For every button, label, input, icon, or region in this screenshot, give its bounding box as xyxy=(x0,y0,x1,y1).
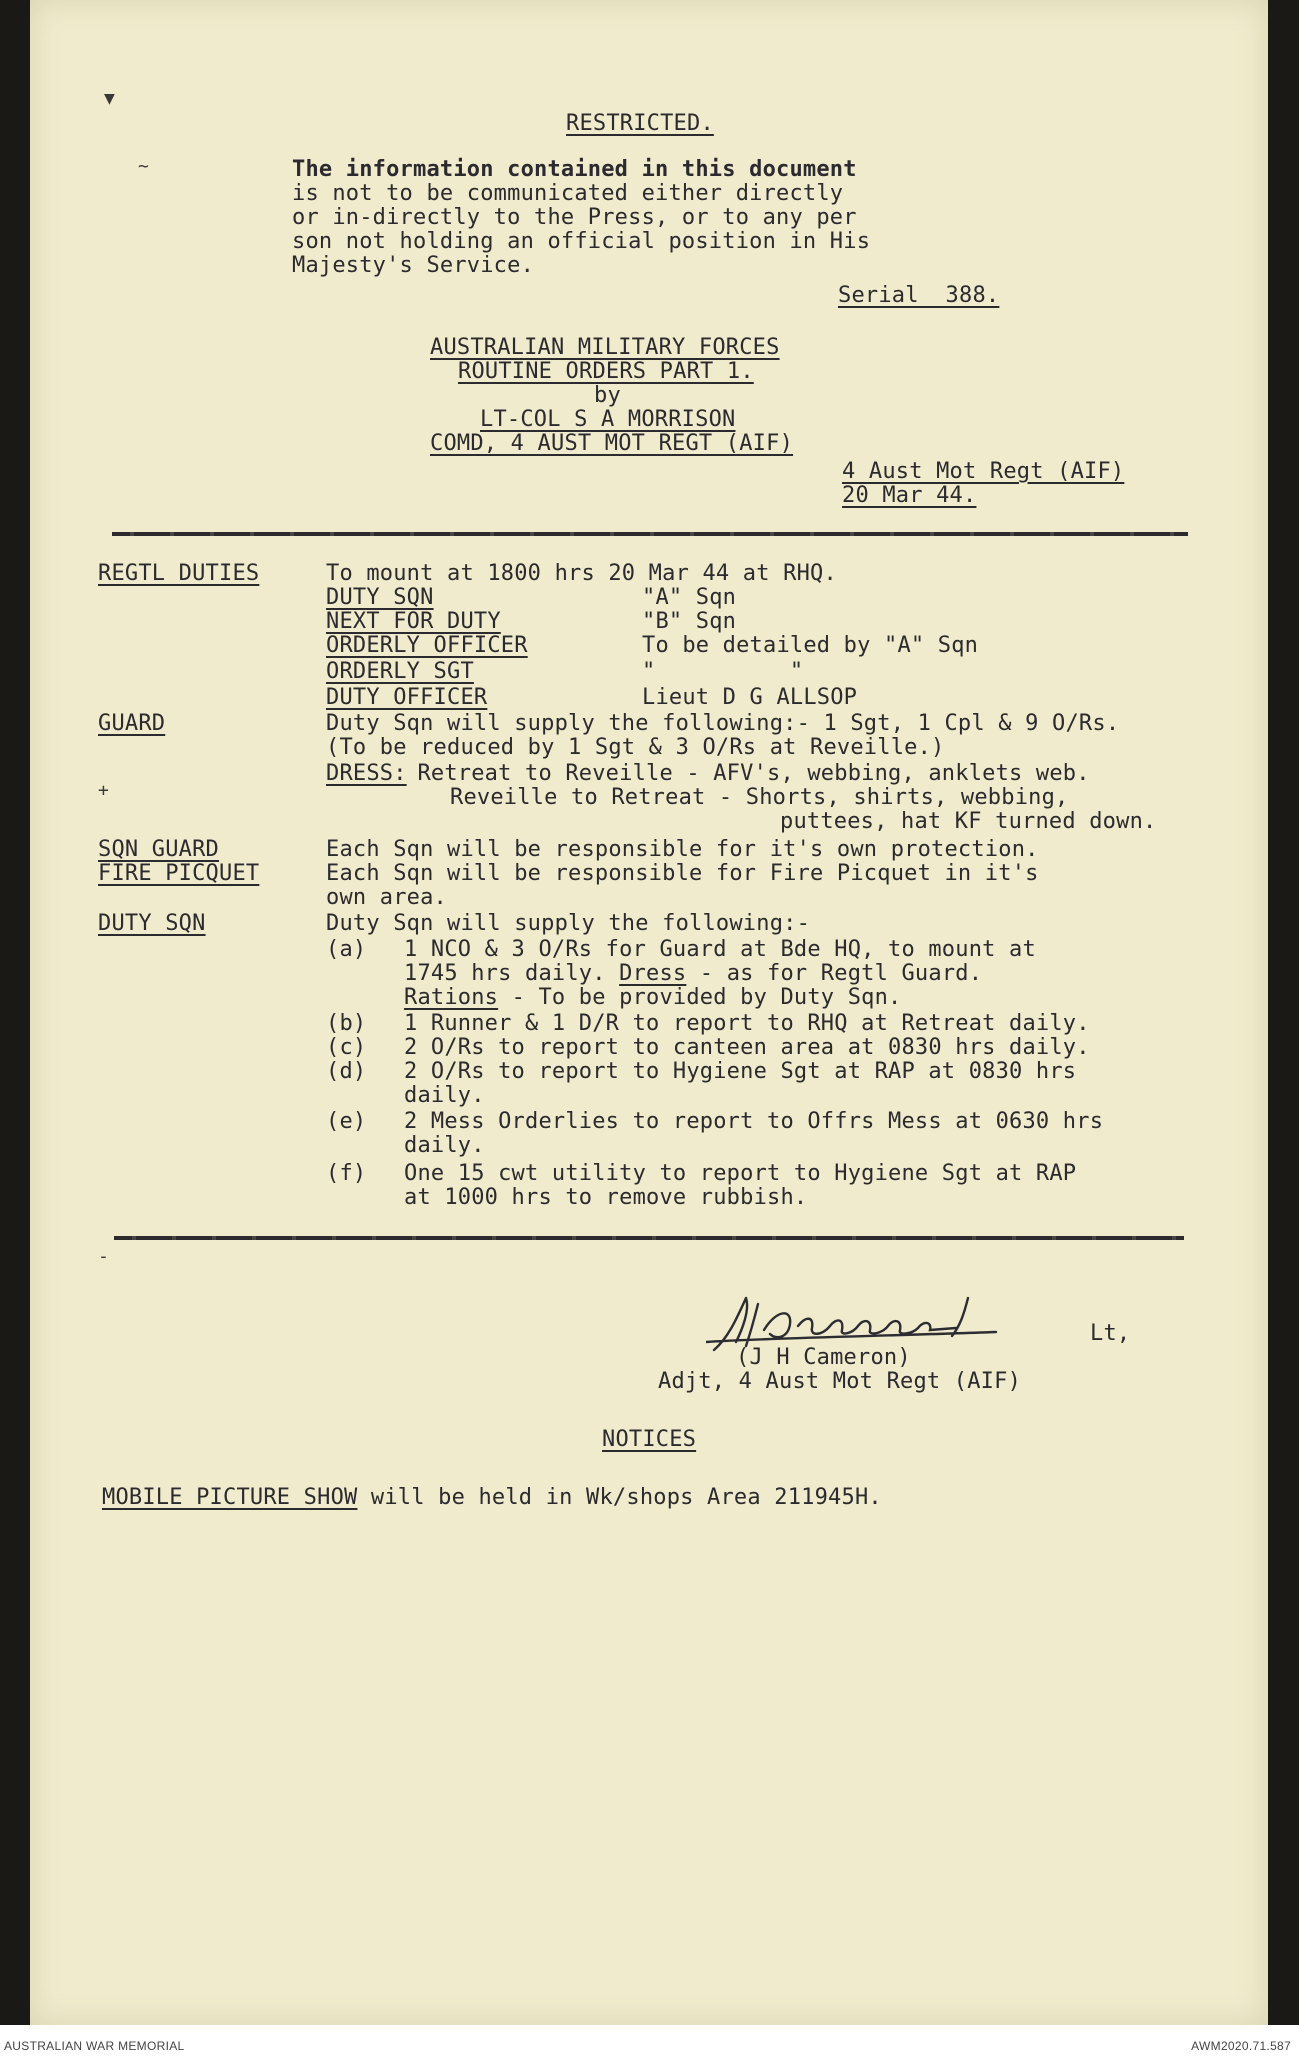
body-text: Each Sqn will be responsible for it's own protection. xyxy=(326,837,1039,862)
signatory-rank: Lt, xyxy=(1090,1321,1131,1346)
title-line: COMD, 4 AUST MOT REGT (AIF) xyxy=(430,431,794,456)
body-text: 1745 hrs daily. Dress - as for Regtl Guard. xyxy=(404,961,983,986)
body-text: (To be reduced by 1 Sgt & 3 O/Rs at Reveille.) xyxy=(326,735,945,760)
section-heading: DUTY SQN xyxy=(98,911,206,936)
body-text: Retreat to Reveille - AFV's, webbing, anklets web. xyxy=(404,761,1090,786)
item-label: (b) xyxy=(326,1011,367,1036)
section-heading: GUARD xyxy=(98,711,166,736)
notice-line: The information contained in this document xyxy=(292,157,857,182)
body-text: Duty Sqn will supply the following:- xyxy=(326,911,811,936)
title-line: by xyxy=(594,383,621,408)
body-text: daily. xyxy=(404,1083,485,1108)
body-text: 1 Runner & 1 D/R to report to RHQ at Retreat daily. xyxy=(404,1011,1090,1036)
duty-label: NEXT FOR DUTY xyxy=(326,609,501,634)
notice-item: MOBILE PICTURE SHOW will be held in Wk/shops Area 211945H. xyxy=(102,1485,882,1510)
body-text: Rations - To be provided by Duty Sqn. xyxy=(404,985,902,1010)
item-label: (e) xyxy=(326,1109,367,1134)
duty-label: ORDERLY SGT xyxy=(326,659,474,684)
duty-label: DUTY OFFICER xyxy=(326,685,488,710)
notice-line: or in-directly to the Press, or to any per xyxy=(292,205,857,230)
body-text: 2 O/Rs to report to canteen area at 0830 hrs daily. xyxy=(404,1035,1090,1060)
signatory-name: (J H Cameron) xyxy=(736,1345,911,1370)
body-text: 2 O/Rs to report to Hygiene Sgt at RAP at 0830 hrs xyxy=(404,1059,1077,1084)
rations-label: Rations xyxy=(404,985,499,1010)
body-text: own area. xyxy=(326,885,448,910)
body-text: 2 Mess Orderlies to report to Offrs Mess at 0630 hrs xyxy=(404,1109,1104,1134)
item-label: (d) xyxy=(326,1059,367,1084)
notice-line: son not holding an official position in His xyxy=(292,229,871,254)
divider xyxy=(114,1236,1184,1240)
section-heading: REGTL DUTIES xyxy=(98,561,260,586)
body-text: 1 NCO & 3 O/Rs for Guard at Bde HQ, to mount at xyxy=(404,937,1036,962)
item-label: (f) xyxy=(326,1161,367,1186)
duty-value: To be detailed by "A" Sqn xyxy=(642,633,979,658)
title-line: ROUTINE ORDERS PART 1. xyxy=(458,359,754,384)
title-line: LT-COL S A MORRISON xyxy=(480,407,736,432)
body-text: Duty Sqn will supply the following:- 1 Sgt, 1 Cpl & 9 O/Rs. xyxy=(326,711,1120,736)
order-date: 20 Mar 44. xyxy=(842,483,977,508)
section-heading: SQN GUARD xyxy=(98,837,220,862)
notices-heading: NOTICES xyxy=(602,1427,697,1452)
dress-label: Dress xyxy=(619,961,687,986)
body-text: One 15 cwt utility to report to Hygiene Sgt at RAP xyxy=(404,1161,1077,1186)
section-heading: FIRE PICQUET xyxy=(98,861,260,886)
body-text: puttees, hat KF turned down. xyxy=(780,809,1157,834)
classification-heading: RESTRICTED. xyxy=(566,111,714,136)
notice-item-label: MOBILE PICTURE SHOW xyxy=(102,1485,358,1510)
notice-line: Majesty's Service. xyxy=(292,253,535,278)
title-line: AUSTRALIAN MILITARY FORCES xyxy=(430,335,780,360)
signatory-title: Adjt, 4 Aust Mot Regt (AIF) xyxy=(658,1369,1022,1394)
item-label: (a) xyxy=(326,937,367,962)
body-text: To mount at 1800 hrs 20 Mar 44 at RHQ. xyxy=(326,561,837,586)
ink-mark: ~ xyxy=(138,156,149,177)
duty-value: " " xyxy=(642,659,804,684)
duty-value: "B" Sqn xyxy=(642,609,737,634)
divider xyxy=(112,532,1188,536)
body-text: at 1000 hrs to remove rubbish. xyxy=(404,1185,808,1210)
unit-name: 4 Aust Mot Regt (AIF) xyxy=(842,459,1125,484)
duty-value: "A" Sqn xyxy=(642,585,737,610)
archive-name: AUSTRALIAN WAR MEMORIAL xyxy=(4,2039,185,2053)
ink-mark: + xyxy=(98,780,109,801)
duty-label: ORDERLY OFFICER xyxy=(326,633,528,658)
dress-label: DRESS: xyxy=(326,761,407,786)
body-text: Each Sqn will be responsible for Fire Picquet in it's xyxy=(326,861,1039,886)
document-page xyxy=(30,0,1268,2025)
ink-mark: - xyxy=(98,1246,109,1267)
notice-line: is not to be communicated either directly xyxy=(292,181,844,206)
ink-mark: ▼ xyxy=(104,88,115,109)
serial-number: Serial 388. xyxy=(838,283,1000,308)
archive-footer xyxy=(0,2025,1299,2061)
body-text: daily. xyxy=(404,1133,485,1158)
accession-number: AWM2020.71.587 xyxy=(1191,2039,1291,2053)
duty-label: DUTY SQN xyxy=(326,585,434,610)
item-label: (c) xyxy=(326,1035,367,1060)
body-text: Reveille to Retreat - Shorts, shirts, webbing, xyxy=(450,785,1069,810)
duty-value: Lieut D G ALLSOP xyxy=(642,685,858,710)
